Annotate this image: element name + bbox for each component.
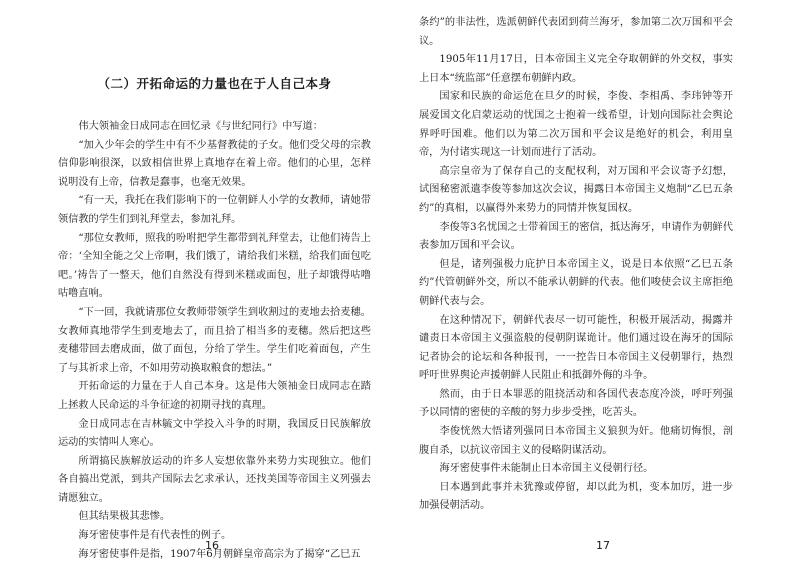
paragraph: 金日成同志在吉林毓文中学投入斗争的时期，我国反日民族解放运动的实情叫人寒心。 [58, 418, 371, 449]
paragraph: “下一回，我就请那位女教师带领学生到收割过的麦地去拾麦穗。女教师真地带学生到麦地去了，而且拾了相当多的麦穗。然后把这些麦穗带回去磨成面，做了面包，分给了学生。学生们吃着面包，产生了与其祈求上帝，不如用劳动换取粮食的想法。” [58, 306, 371, 374]
paragraph: 然而，由于日本罪恶的阻挠活动和各国代表态度冷淡，呼吁列强予以同情的密使的辛酸的努力步步受挫，吃苦头。 [419, 388, 733, 419]
paragraph: 所谓搞民族解放运动的许多人妄想依靠外来势力实现独立。他们各自搞出党派，到共产国际去乞求承认，还找美国等帝国主义列强去请愿独立。 [58, 455, 371, 504]
paragraph: “有一天，我托在我们影响下的一位朝鲜人小学的女教师，请她带领信教的学生们到礼拜堂去，参加礼拜。 [58, 195, 371, 225]
right-page-body [419, 14, 733, 516]
page-number: 17 [596, 539, 610, 552]
paragraph: 日本遇到此事并未犹豫或停留，却以此为机，变本加厉，进一步加强侵朝活动。 [419, 481, 733, 512]
left-page-body [58, 118, 371, 564]
section-title: （二）开拓命运的力量也在于人自己本身 [97, 76, 332, 91]
paragraph: 海牙密使事件是指，1907年6月朝鲜皇帝高宗为了揭穿“乙巳五 [78, 548, 361, 560]
paragraph: “那位女教师，照我的吩咐把学生都带到礼拜堂去，让他们祷告上帝：‘全知全能之父上帝啊，我们饿了，请给我们米糕，给我们面包吃吧。’祷告了一整天，他们自然没有得到米糕或面包，肚子却饿得咕噜咕噜直响。 [58, 232, 371, 300]
left-page [0, 0, 393, 558]
right-page [393, 0, 787, 558]
paragraph: 条约”的非法性，选派朝鲜代表团到荷兰海牙，参加第二次万国和平会议。 [419, 17, 733, 47]
paragraph: 但其结果极其悲惨。 [78, 511, 171, 523]
paragraph: 国家和民族的命运危在旦夕的时候，李俊、李相禹、李玮钟等开展爱国文化启蒙运动的忧国之士抱着一线希望，计划向国际社会舆论界呼吁国难。他们以为第二次万国和平会议是绝好的机会，利用皇帝，为付诸实现这一计划而进行了活动。 [419, 91, 733, 159]
paragraph: 高宗皇帝为了保存自己的支配权利，对万国和平会议寄予幻想，试图秘密派遣李俊等参加这次会议，揭露日本帝国主义炮制“乙巳五条约”的真相，以赢得外来势力的同情并恢复国权。 [419, 165, 733, 214]
page-number: 16 [205, 539, 219, 552]
paragraph: 伟大领袖金日成同志在回忆录《与世纪同行》中写道： [78, 121, 323, 132]
paragraph: “加入少年会的学生中有不少基督教徒的子女。他们受父母的宗教信仰影响很深，以致相信世界上真地存在着上帝。他们的心里，怎样说明没有上帝，信教是蠢事，也毫无效果。 [58, 139, 371, 188]
paragraph: 在这种情况下，朝鲜代表尽一切可能性，积极开展活动，揭露并谴责日本帝国主义强盗般的侵朝阴谋诡计。他们通过设在海牙的国际记者协会的论坛和各种报刊，一一控告日本帝国主义侵朝罪行，热烈呼吁世界舆论声援朝鲜人民阻止和抵御外侮的斗争。 [419, 314, 733, 382]
paragraph: 开拓命运的力量在于人自己本身。这是伟大领袖金日成同志在踏上拯救人民命运的斗争征途的初期寻找的真理。 [58, 381, 371, 411]
paragraph: 李俊恍然大悟诸列强同日本帝国主义狼狈为奸。他痛切悔恨，剖腹自杀，以抗议帝国主义的侵略阴谋活动。 [419, 426, 733, 456]
paragraph: 海牙密使事件未能制止日本帝国主义侵朝行径。 [439, 463, 654, 475]
paragraph: 海牙密使事件是有代表性的例子。 [78, 530, 232, 542]
paragraph: 但是，诸列强极力庇护日本帝国主义，说是日本依照“乙巳五条约”代管朝鲜外交，所以不能承认朝鲜的代表。他们唆使会议主席拒绝朝鲜代表与会。 [419, 258, 733, 307]
paragraph: 1905年11月17日，日本帝国主义完全夺取朝鲜的外交权，事实上日本“统监部”任意摆布朝鲜内政。 [419, 54, 733, 84]
paragraph: 李俊等3名忧国之士带着国王的密信，抵达海牙，申请作为朝鲜代表参加万国和平会议。 [419, 221, 733, 252]
